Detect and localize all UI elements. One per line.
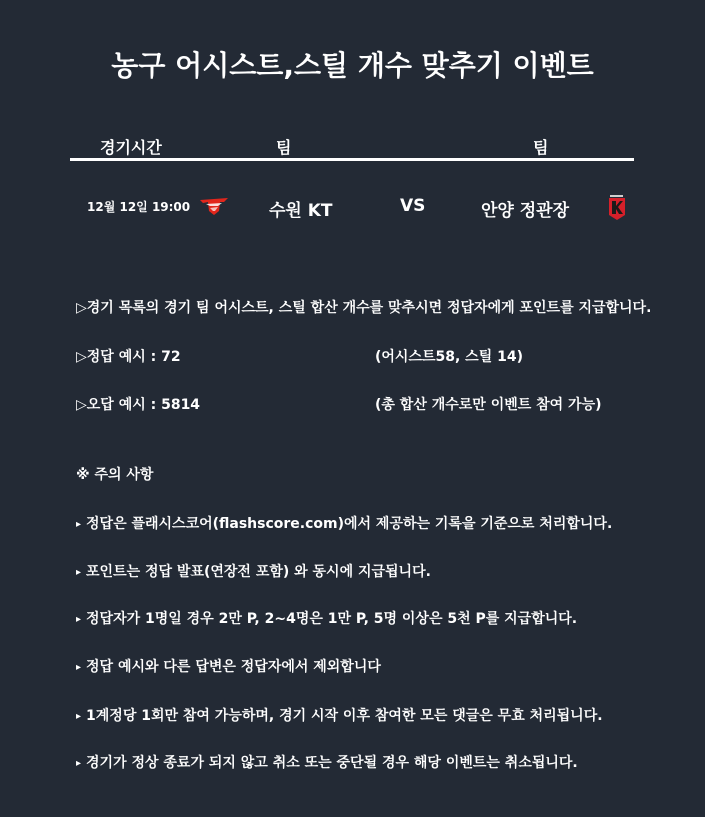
correct-example: ▷정답 예시 : 72 <box>76 349 181 365</box>
notice-item <box>76 705 603 725</box>
kt-sonicboom-logo-icon <box>198 193 230 217</box>
notice-item <box>76 752 578 772</box>
team-home-name: 수원 KT <box>269 201 333 221</box>
page-title: 농구 어시스트,스틸 개수 맞추기 이벤트 <box>111 49 594 82</box>
jungkwanjang-logo-icon <box>606 193 628 221</box>
wrong-example-note: (총 합산 개수로만 이벤트 참여 가능) <box>375 397 602 413</box>
header-divider <box>70 158 634 161</box>
wrong-example: ▷오답 예시 : 5814 <box>76 397 201 413</box>
bullet-icon: ▸ <box>76 710 82 722</box>
correct-example-note: (어시스트58, 스틸 14) <box>375 349 523 365</box>
team-away-name: 안양 정관장 <box>481 201 570 221</box>
notice-item <box>76 656 381 676</box>
bullet-icon: ▸ <box>76 613 82 625</box>
notice-item-text: 경기가 정상 종료가 되지 않고 취소 또는 중단될 경우 해당 이벤트는 취소됩니다. <box>86 755 578 771</box>
match-time: 12월 12일 19:00 <box>87 200 191 214</box>
notice-item <box>76 513 612 533</box>
bullet-icon: ▸ <box>76 518 82 530</box>
notice-item-text: 정답자가 1명일 경우 2만 P, 2~4명은 1만 P, 5명 이상은 5천 P를 지급합니다. <box>86 611 578 627</box>
rule-intro: ▷경기 목록의 경기 팀 어시스트, 스틸 합산 개수를 맞추시면 정답자에게 포인트를 지급합니다. <box>76 300 652 316</box>
notice-item <box>76 561 431 581</box>
notice-heading: ※ 주의 사항 <box>76 467 154 483</box>
header-team-home: 팀 <box>276 138 292 157</box>
notice-item-text: 정답 예시와 다른 답변은 정답자에서 제외합니다 <box>86 659 381 675</box>
notice-item-text: 정답은 플래시스코어(flashscore.com)에서 제공하는 기록을 기준으로 처리합니다. <box>86 516 613 532</box>
notice-item-text: 1계정당 1회만 참여 가능하며, 경기 시작 이후 참여한 모든 댓글은 무효 처리됩니다. <box>86 708 603 724</box>
bullet-icon: ▸ <box>76 566 82 578</box>
notice-item <box>76 608 577 628</box>
bullet-icon: ▸ <box>76 661 82 673</box>
notice-item-text: 포인트는 정답 발표(연장전 포함) 와 동시에 지급됩니다. <box>86 564 431 580</box>
header-match-time: 경기시간 <box>100 138 162 157</box>
versus-label: VS <box>400 196 426 216</box>
bullet-icon: ▸ <box>76 757 82 769</box>
header-team-away: 팀 <box>533 138 549 157</box>
